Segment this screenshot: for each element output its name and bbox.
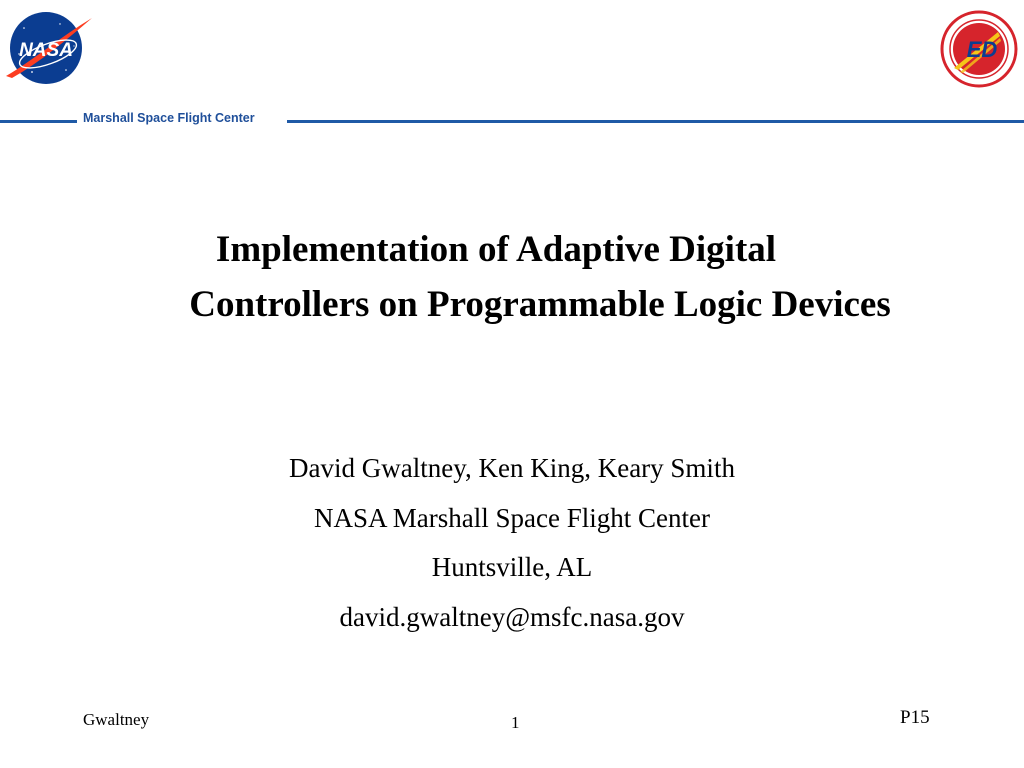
title-line-2: Controllers on Programmable Logic Devices (189, 284, 891, 325)
header-rule-right (287, 120, 1024, 123)
center-name: Marshall Space Flight Center (83, 111, 255, 125)
nasa-logo (2, 6, 94, 88)
slide-title (60, 222, 1020, 332)
seal-text: ED (966, 37, 998, 62)
engineering-directorate-seal (940, 10, 1018, 88)
footer-page-number: 1 (511, 713, 520, 732)
author-location: Huntsville, AL (431, 552, 593, 582)
footer-author: Gwaltney (83, 710, 150, 729)
title-line-1: Implementation of Adaptive Digital (215, 229, 777, 270)
author-block (212, 444, 812, 642)
author-names: David Gwaltney, Ken King, Keary Smith (289, 453, 735, 483)
footer-code: P15 (900, 707, 930, 728)
header-rule-left (0, 120, 77, 123)
nasa-logo-text: NASA (19, 40, 73, 61)
author-organization: NASA Marshall Space Flight Center (314, 502, 710, 533)
author-email: david.gwaltney@msfc.nasa.gov (339, 601, 685, 632)
